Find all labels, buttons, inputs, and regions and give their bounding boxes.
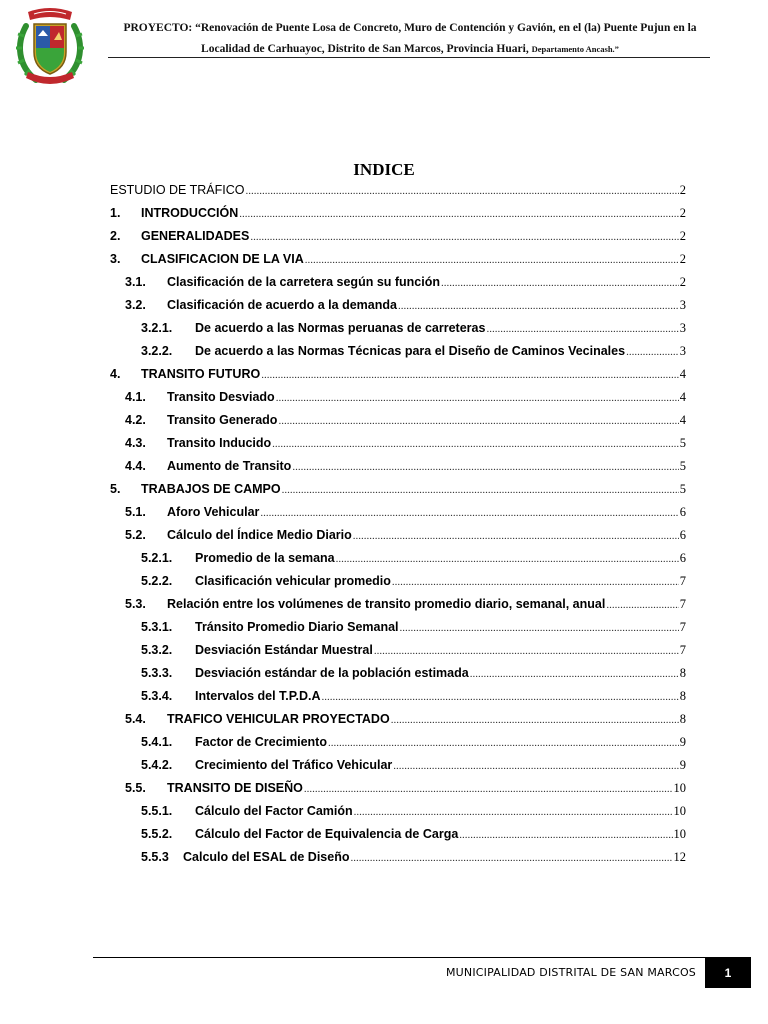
index-title: INDICE: [353, 160, 415, 179]
toc-entry-title: Cálculo del Factor de Equivalencia de Carga: [195, 827, 459, 841]
toc-entry-page: 5: [679, 459, 686, 473]
toc-entry-page: 6: [679, 528, 686, 542]
toc-entry[interactable]: [141, 344, 686, 362]
project-title-line2: Localidad de Carhuayoc, Distrito de San Marcos, Provincia Huari,: [201, 43, 529, 55]
toc-entry-title: GENERALIDADES: [141, 229, 250, 243]
project-title-block: [108, 18, 712, 60]
toc-entry[interactable]: [141, 551, 686, 569]
toc-entry[interactable]: [125, 528, 686, 546]
toc-entry[interactable]: [141, 643, 686, 661]
toc-entry-page: 2: [679, 206, 686, 220]
toc-entry-page: 10: [673, 781, 686, 795]
toc-entry-page: 10: [673, 804, 686, 818]
toc-entry-page: 7: [679, 597, 686, 611]
toc-entry-title: Aforo Vehicular: [167, 505, 260, 519]
toc-entry-number: 1.: [110, 206, 121, 220]
toc-entry-title: Transito Inducido: [167, 436, 272, 450]
toc-dot-leader: [250, 231, 678, 243]
toc-entry-number: 3.: [110, 252, 121, 266]
toc-dot-leader: [486, 323, 678, 335]
footer-divider: [93, 957, 751, 958]
toc-entry[interactable]: [110, 229, 686, 247]
toc-entry-page: 2: [679, 275, 686, 289]
toc-entry-title: Clasificación vehicular promedio: [195, 574, 391, 588]
toc-entry[interactable]: [125, 505, 686, 523]
toc-entry-page: 4: [679, 367, 686, 381]
toc-dot-leader: [322, 691, 679, 703]
toc-entry-title: Crecimiento del Tráfico Vehicular: [195, 758, 393, 772]
toc-entry-number: 5.5.1.: [141, 804, 173, 818]
toc-entry-page: 9: [679, 735, 686, 749]
toc-entry[interactable]: [125, 275, 686, 293]
toc-dot-leader: [304, 783, 673, 795]
toc-dot-leader: [606, 599, 678, 611]
toc-entry[interactable]: [141, 804, 686, 822]
toc-entry-page: 8: [679, 712, 686, 726]
toc-entry-title: Aumento de Transito: [167, 459, 292, 473]
toc-entry[interactable]: [125, 436, 686, 454]
toc-entry[interactable]: [125, 390, 686, 408]
toc-entry-number: 4.1.: [125, 390, 146, 404]
toc-dot-leader: [393, 760, 678, 772]
page-number-box: 1: [705, 958, 751, 988]
toc-entry[interactable]: [141, 620, 686, 638]
toc-entry-title: Desviación Estándar Muestral: [195, 643, 373, 657]
toc-entry-number: 3.2.2.: [141, 344, 173, 358]
toc-entry[interactable]: [125, 298, 686, 316]
toc-entry-title: De acuerdo a las Normas peruanas de carreteras: [195, 321, 486, 335]
toc-entry-number: 4.: [110, 367, 121, 381]
toc-entry-title: Tránsito Promedio Diario Semanal: [195, 620, 399, 634]
toc-entry-number: 5.3.4.: [141, 689, 173, 703]
toc-entry-title: Clasificación de la carretera según su función: [167, 275, 441, 289]
toc-entry-number: 2.: [110, 229, 121, 243]
toc-entry[interactable]: [141, 735, 686, 753]
toc-entry-number: 5.5.3: [141, 850, 169, 864]
toc-entry-number: 5.5.2.: [141, 827, 173, 841]
project-department: Departamento Ancash.”: [531, 44, 619, 54]
toc-entry-number: 5.3.2.: [141, 643, 173, 657]
toc-entry-page: 9: [679, 758, 686, 772]
toc-entry-title: TRABAJOS DE CAMPO: [141, 482, 281, 496]
toc-entry-title: Transito Desviado: [167, 390, 275, 404]
toc-entry-title: Cálculo del Índice Medio Diario: [167, 528, 352, 542]
toc-entry[interactable]: [141, 666, 686, 684]
toc-entry[interactable]: [110, 252, 686, 270]
toc-dot-leader: [392, 576, 679, 588]
toc-entry-page: 4: [679, 390, 686, 404]
toc-entry[interactable]: [125, 781, 686, 799]
project-title-line1: “Renovación de Puente Losa de Concreto, Muro de Contención y Gavión, en el (la) Puente Pujun en la: [195, 22, 697, 34]
toc-entry-number: 5.3.3.: [141, 666, 173, 680]
toc-dot-leader: [261, 369, 679, 381]
toc-dot-leader: [246, 185, 679, 197]
toc-entry[interactable]: [125, 413, 686, 431]
toc-dot-leader: [391, 714, 679, 726]
toc-entry[interactable]: [110, 482, 686, 500]
toc-entry-title: Transito Generado: [167, 413, 278, 427]
toc-entry-number: 5.4.1.: [141, 735, 173, 749]
toc-entry-page: 6: [679, 551, 686, 565]
toc-entry-page: 3: [679, 344, 686, 358]
toc-entry-number: 5.3.: [125, 597, 146, 611]
toc-dot-leader: [328, 737, 679, 749]
toc-entry-number: 3.1.: [125, 275, 146, 289]
toc-dot-leader: [374, 645, 679, 657]
toc-dot-leader: [470, 668, 679, 680]
toc-entry-title: Intervalos del T.P.D.A: [195, 689, 321, 703]
toc-entry-page: 7: [679, 643, 686, 657]
toc-dot-leader: [336, 553, 679, 565]
toc-entry[interactable]: [141, 689, 686, 707]
toc-entry-title: TRANSITO FUTURO: [141, 367, 261, 381]
toc-entry-title: Desviación estándar de la población estimada: [195, 666, 469, 680]
toc-entry[interactable]: [141, 758, 686, 776]
toc-entry-number: 4.2.: [125, 413, 146, 427]
toc-dot-leader: [400, 622, 679, 634]
toc-entry-page: 7: [679, 574, 686, 588]
toc-entry-number: 5.3.1.: [141, 620, 173, 634]
toc-entry-title: Clasificación de acuerdo a la demanda: [167, 298, 397, 312]
toc-entry-title: Cálculo del Factor Camión: [195, 804, 353, 818]
toc-entry[interactable]: [110, 367, 686, 385]
toc-entry-page: 7: [679, 620, 686, 634]
toc-entry-number: 5.5.: [125, 781, 146, 795]
toc-entry-title: TRANSITO DE DISEÑO: [167, 781, 303, 795]
toc-entry-number: 3.2.1.: [141, 321, 173, 335]
toc-entry-title: De acuerdo a las Normas Técnicas para el Diseño de Caminos Vecinales: [195, 344, 626, 358]
toc-dot-leader: [260, 507, 678, 519]
toc-dot-leader: [441, 277, 679, 289]
toc-entry-number: 4.3.: [125, 436, 146, 450]
toc-dot-leader: [398, 300, 679, 312]
toc-entry-number: 5.: [110, 482, 121, 496]
toc-entry[interactable]: [125, 597, 686, 615]
toc-entry[interactable]: [125, 712, 686, 730]
toc-entry[interactable]: [141, 850, 686, 868]
toc-entry-title: Promedio de la semana: [195, 551, 335, 565]
toc-entry-page: 4: [679, 413, 686, 427]
toc-entry-page: 12: [673, 850, 686, 864]
toc-entry-number: 5.4.: [125, 712, 146, 726]
toc-dot-leader: [305, 254, 679, 266]
toc-entry[interactable]: [141, 321, 686, 339]
toc-entry-number: 5.2.1.: [141, 551, 173, 565]
toc-entry-page: 3: [679, 321, 686, 335]
toc-entry[interactable]: [110, 183, 686, 201]
toc-dot-leader: [353, 530, 679, 542]
project-label: PROYECTO:: [123, 22, 193, 34]
toc-entry-title: INTRODUCCIÓN: [141, 206, 239, 220]
toc-entry-page: 6: [679, 505, 686, 519]
municipal-crest-logo: [14, 6, 86, 88]
toc-dot-leader: [272, 438, 679, 450]
footer-organization: MUNICIPALIDAD DISTRITAL DE SAN MARCOS: [445, 966, 696, 979]
toc-dot-leader: [626, 346, 679, 358]
toc-entry-title: TRAFICO VEHICULAR PROYECTADO: [167, 712, 390, 726]
toc-entry-page: 3: [679, 298, 686, 312]
toc-entry-title: Calculo del ESAL de Diseño: [183, 850, 350, 864]
toc-entry-number: 4.4.: [125, 459, 146, 473]
toc-entry-title: Factor de Crecimiento: [195, 735, 327, 749]
toc-entry-page: 8: [679, 666, 686, 680]
toc-dot-leader: [239, 208, 679, 220]
toc-entry-number: 5.2.2.: [141, 574, 173, 588]
toc-dot-leader: [278, 415, 678, 427]
header-divider: [108, 57, 710, 58]
toc-entry-page: 8: [679, 689, 686, 703]
toc-dot-leader: [282, 484, 679, 496]
toc-entry-page: 2: [679, 229, 686, 243]
toc-entry-number: 5.1.: [125, 505, 146, 519]
toc-entry-number: 3.2.: [125, 298, 146, 312]
toc-entry-number: 5.2.: [125, 528, 146, 542]
toc-entry-title: ESTUDIO DE TRÁFICO: [110, 183, 245, 197]
toc-entry[interactable]: [141, 827, 686, 845]
toc-dot-leader: [292, 461, 678, 473]
toc-entry[interactable]: [141, 574, 686, 592]
toc-entry-page: 2: [679, 183, 686, 197]
toc-dot-leader: [276, 392, 679, 404]
toc-dot-leader: [350, 852, 672, 864]
toc-entry[interactable]: [110, 206, 686, 224]
toc-entry-page: 5: [679, 436, 686, 450]
toc-entry-page: 2: [679, 252, 686, 266]
toc-entry-title: CLASIFICACION DE LA VIA: [141, 252, 304, 266]
toc-dot-leader: [354, 806, 673, 818]
toc-entry-title: Relación entre los volúmenes de transito promedio diario, semanal, anual: [167, 597, 606, 611]
toc-entry-page: 5: [679, 482, 686, 496]
toc-dot-leader: [459, 829, 672, 841]
toc-entry-page: 10: [673, 827, 686, 841]
toc-entry-number: 5.4.2.: [141, 758, 173, 772]
toc-entry[interactable]: [125, 459, 686, 477]
